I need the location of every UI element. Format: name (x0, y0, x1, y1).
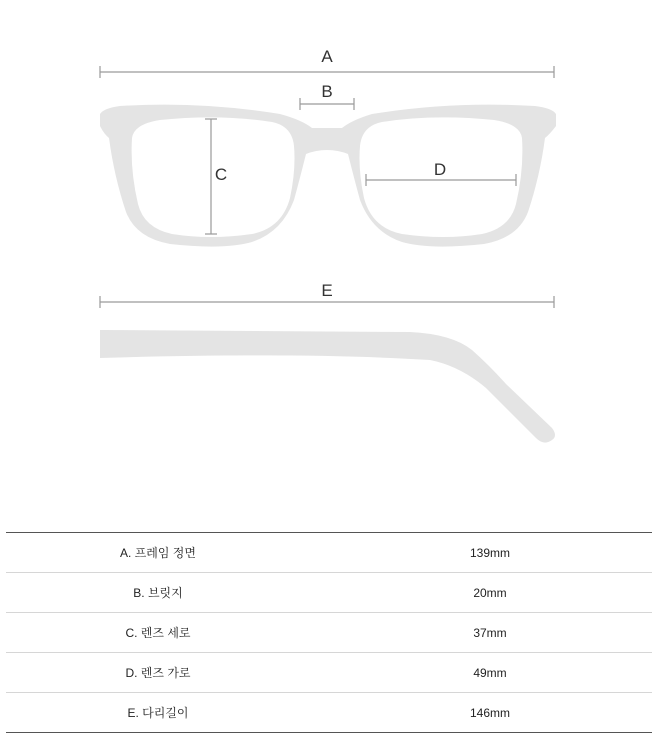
left-lens (132, 117, 295, 237)
temple-arm-shape (100, 330, 555, 443)
spec-value: 37mm (329, 613, 652, 653)
dimension-d-label: D (433, 160, 447, 179)
table-row (6, 533, 652, 573)
dimension-c-label: C (214, 165, 228, 184)
table-row (6, 693, 652, 733)
dimension-a (100, 47, 554, 78)
spec-label: A. 프레임 정면 (6, 533, 329, 573)
spec-value: 49mm (329, 653, 652, 693)
spec-value: 20mm (329, 573, 652, 613)
table-row (6, 653, 652, 693)
spec-label: E. 다리길이 (6, 693, 329, 733)
table-row (6, 613, 652, 653)
frame-front-view (100, 105, 556, 247)
dimension-a-label: A (321, 47, 333, 66)
spec-value: 139mm (329, 533, 652, 573)
table-row (6, 573, 652, 613)
spec-label: B. 브릿지 (6, 573, 329, 613)
dimension-e-label: E (321, 281, 333, 300)
dimension-e (100, 281, 554, 308)
dimension-b (300, 82, 354, 110)
spec-label: D. 렌즈 가로 (6, 653, 329, 693)
dimension-b-label: B (321, 82, 333, 101)
spec-table (6, 532, 652, 733)
spec-value: 146mm (329, 693, 652, 733)
spec-label: C. 렌즈 세로 (6, 613, 329, 653)
